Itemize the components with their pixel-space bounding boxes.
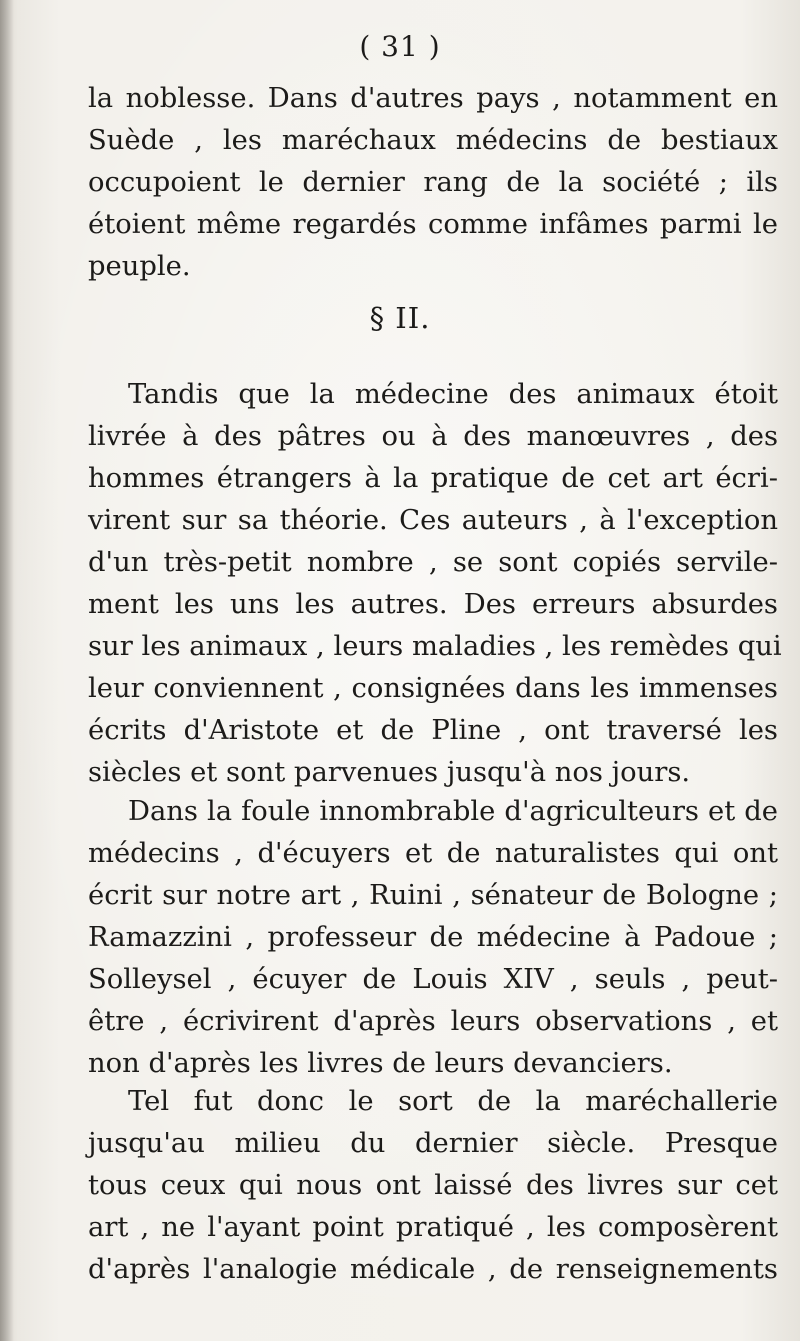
- paragraph-2: [88, 374, 782, 794]
- text-line: art , ne l'ayant point pratiqué , les composèrent: [88, 1212, 778, 1243]
- text-line: tous ceux qui nous ont laissé des livres sur cet: [88, 1170, 778, 1201]
- text-line: ment les uns les autres. Des erreurs absurdes: [88, 589, 778, 620]
- text-line: Suède , les maréchaux médecins de bestiaux: [88, 125, 778, 156]
- paragraph-1: [88, 78, 778, 288]
- text-line: Ramazzini , professeur de médecine à Padoue ;: [88, 922, 778, 953]
- text-line: d'après l'analogie médicale , de renseignements: [88, 1254, 778, 1285]
- text-line: jusqu'au milieu du dernier siècle. Presque: [88, 1128, 778, 1159]
- text-line: peuple.: [88, 251, 191, 282]
- text-line: la noblesse. Dans d'autres pays , notamment en: [88, 83, 778, 114]
- text-line: écrits d'Aristote et de Pline , ont traversé les: [88, 715, 778, 746]
- text-line: occupoient le dernier rang de la société ; ils: [88, 167, 778, 198]
- text-line: non d'après les livres de leurs devanciers.: [88, 1048, 673, 1079]
- text-line: leur conviennent , consignées dans les immenses: [88, 673, 778, 704]
- text-line: médecins , d'écuyers et de naturalistes qui ont: [88, 838, 778, 869]
- text-line: hommes étrangers à la pratique de cet art écri-: [88, 463, 778, 494]
- text-line: virent sur sa théorie. Ces auteurs , à l'exception: [88, 505, 778, 536]
- text-line: sur les animaux , leurs maladies , les remèdes qui: [88, 631, 782, 662]
- section-heading: § II.: [369, 301, 431, 335]
- text-line: livrée à des pâtres ou à des manœuvres , des: [88, 421, 778, 452]
- text-line: siècles et sont parvenues jusqu'à nos jours.: [88, 757, 691, 788]
- text-line: Tandis que la médecine des animaux étoit: [128, 379, 778, 410]
- page-number: ( 31 ): [359, 30, 441, 63]
- binding-shadow: [0, 0, 14, 1341]
- paragraph-3: [88, 791, 778, 1085]
- text-line: écrit sur notre art , Ruini , sénateur de Bologne ;: [88, 880, 778, 911]
- text-line: d'un très-petit nombre , se sont copiés servile-: [88, 547, 778, 578]
- text-line: Tel fut donc le sort de la maréchallerie: [128, 1086, 778, 1117]
- text-line: être , écrivirent d'après leurs observations , et: [88, 1006, 778, 1037]
- text-line: Dans la foule innombrable d'agriculteurs et de: [128, 796, 778, 827]
- text-line: Solleysel , écuyer de Louis XIV , seuls , peut-: [88, 964, 778, 995]
- paragraph-4: [88, 1081, 778, 1291]
- text-line: étoient même regardés comme infâmes parmi le: [88, 209, 778, 240]
